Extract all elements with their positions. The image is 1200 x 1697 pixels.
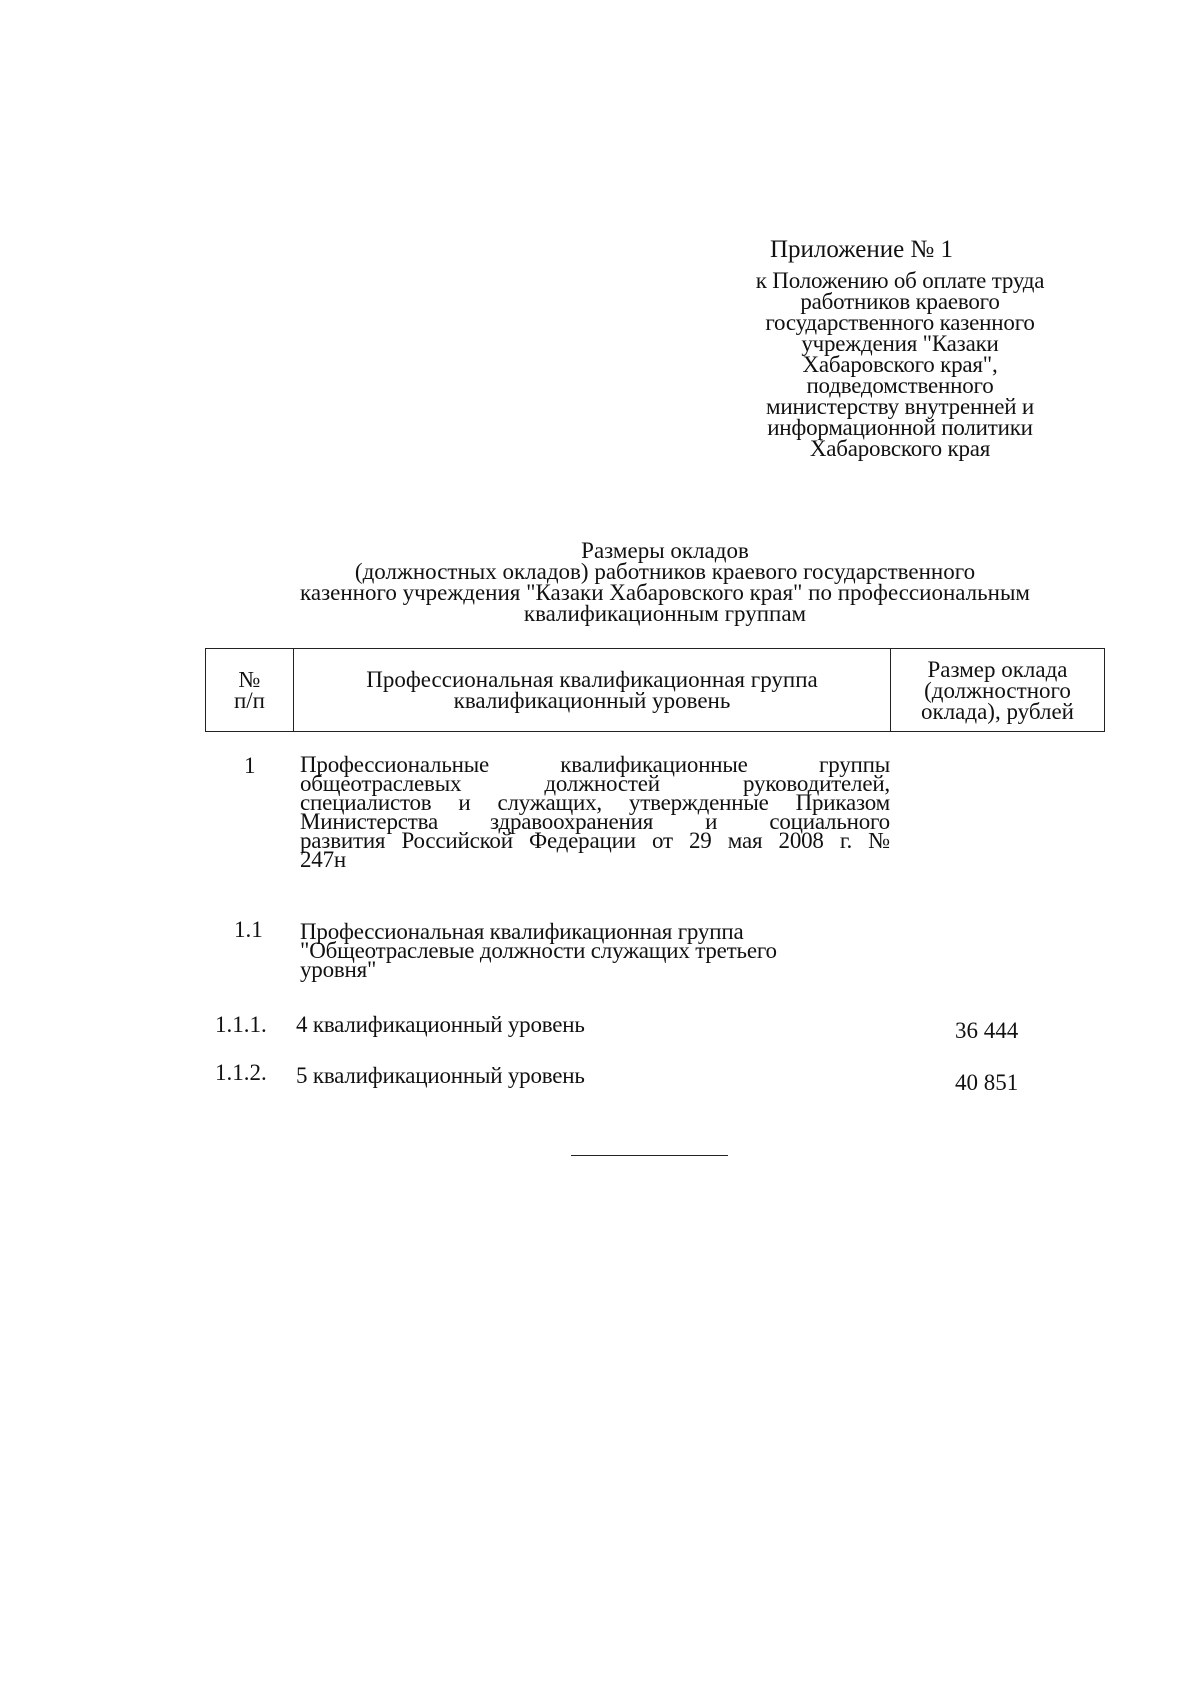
row-number: 1 [244, 753, 256, 778]
header-cell-salary [891, 649, 1104, 731]
row-text-line: Министерства здравоохранения и социального [300, 809, 890, 834]
header-salary-line: оклада), рублей [921, 698, 1074, 724]
row-number: 1.1.2. [215, 1060, 267, 1085]
row-text [296, 1012, 585, 1037]
row-number: 1.1.1. [215, 1012, 267, 1037]
document-title-line: квалификационным группам [523, 601, 807, 626]
row-text-line: 5 квалификационный уровень [296, 1063, 585, 1088]
document-title-line: (должностных окладов) работников краевого государственного [354, 559, 976, 584]
row-text [296, 1063, 585, 1088]
row-text-line: 4 квалификационный уровень [296, 1012, 585, 1037]
annex-subtitle-line: информационной политики [767, 415, 1033, 440]
header-number-label: п/п [233, 688, 265, 713]
salary-value: 36 444 [955, 1018, 1019, 1043]
row-text-line: развития Российской Федерации от 29 мая 2008 г. № [300, 828, 890, 853]
header-number-symbol: № [238, 667, 261, 692]
document-title-line: казенного учреждения "Казаки Хабаровского края" по профессиональным [300, 580, 1030, 605]
row-text [300, 752, 890, 872]
salary-value: 40 851 [955, 1070, 1019, 1095]
row-text-line: 247н [300, 847, 347, 872]
row-text-line: уровня" [300, 957, 377, 982]
table-header [205, 648, 1105, 732]
header-group-line: Профессиональная квалификационная группа [366, 667, 818, 692]
header-salary-line: (должностного [924, 677, 1071, 703]
header-cell-group [294, 649, 891, 731]
row-text [300, 919, 860, 982]
annex-subtitle-line: Хабаровского края [809, 436, 991, 461]
row-text-line: специалистов и служащих, утвержденные Приказом [300, 790, 890, 815]
annex-subtitle [730, 270, 1070, 459]
annex-subtitle-line: подведомственного [806, 373, 994, 398]
document-title-line: Размеры окладов [581, 538, 749, 563]
header-cell-number [206, 649, 294, 731]
annex-subtitle-line: государственного казенного [765, 310, 1035, 335]
header-salary-line: Размер оклада [927, 656, 1068, 682]
annex-title: Приложение № 1 [770, 236, 954, 263]
row-text-line: "Общеотраслевые должности служащих третьего [300, 938, 777, 963]
row-text-line: общеотраслевых должностей руководителей, [300, 771, 890, 796]
annex-subtitle-line: учреждения "Казаки [801, 331, 999, 356]
row-number: 1.1 [234, 917, 263, 942]
document-title [200, 540, 1130, 624]
annex-subtitle-line: работников краевого [800, 289, 1000, 314]
header-group-line: квалификационный уровень [453, 688, 731, 713]
annex-subtitle-line: к Положению об оплате труда [755, 268, 1045, 293]
annex-subtitle-line: Хабаровского края", [802, 352, 998, 377]
row-text-line: Профессиональные квалификационные группы [300, 752, 890, 777]
closing-separator-line [571, 1155, 728, 1156]
row-text-line: Профессиональная квалификационная группа [300, 919, 744, 944]
annex-subtitle-line: министерству внутренней и [766, 394, 1034, 419]
